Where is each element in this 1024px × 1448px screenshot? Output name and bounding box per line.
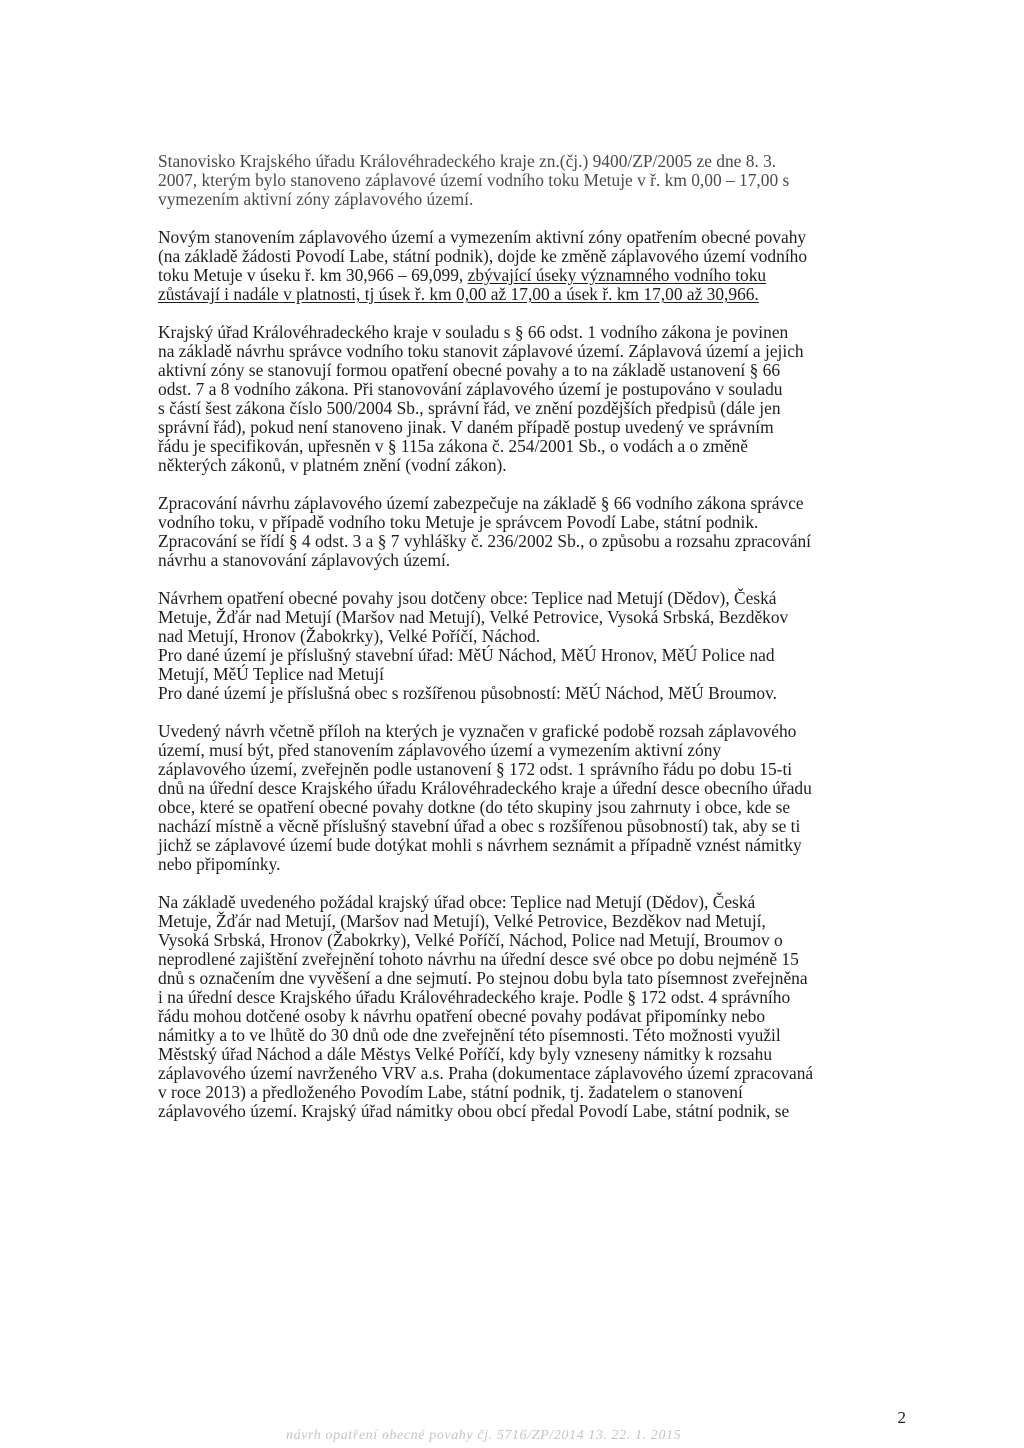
text-line: jichž se záplavové území bude dotýkat mohli s návrhem seznámit a případně vznést námitky — [158, 835, 802, 855]
text-line: na základě návrhu správce vodního toku stanovit záplavové území. Záplavová území a jejich — [158, 341, 804, 361]
text-line: s částí šest zákona číslo 500/2004 Sb., správní řád, ve znění pozdějších předpisů (dále jen — [158, 398, 781, 418]
text-segment: toku Metuje v úseku ř. km 30,966 – 69,099, — [158, 265, 468, 285]
text-line: dnů s označením dne vyvěšení a dne sejmutí. Po stejnou dobu byla tato písemnost zveřejněna — [158, 968, 808, 988]
paragraph-stanovisko — [158, 152, 908, 209]
text-line: obce, které se opatření obecné povahy dotkne (do této skupiny jsou zahrnuty i obce, kde se — [158, 797, 791, 817]
text-line: Krajský úřad Královéhradeckého kraje v souladu s § 66 odst. 1 vodního zákona je povinen — [158, 322, 789, 342]
text-line: aktivní zóny se stanovují formou opatření obecné povahy a to na základě ustanovení § 66 — [158, 360, 781, 380]
text-line: některých zákonů, v platném znění (vodní zákon). — [158, 455, 507, 475]
text-line: námitky a to ve lhůtě do 30 dnů ode dne zveřejnění této písemnosti. Této možnosti využil — [158, 1025, 781, 1045]
paragraph-dotcene-obce — [158, 589, 908, 703]
text-line: Pro dané území je příslušná obec s rozšířenou působností: MěÚ Náchod, MěÚ Broumov. — [158, 683, 778, 703]
text-line: 2007, kterým bylo stanoveno záplavové území vodního toku Metuje v ř. km 0,00 – 17,00 s — [158, 170, 790, 190]
text-line: záplavového území navrženého VRV a.s. Praha (dokumentace záplavového území zpracovaná — [158, 1063, 814, 1083]
text-line: Zpracování návrhu záplavového území zabezpečuje na základě § 66 vodního zákona správce — [158, 493, 804, 513]
paragraph-nove-stanoveni — [158, 228, 908, 304]
text-line: záplavového území, zveřejněn podle ustanovení § 172 odst. 1 správního řádu po dobu 15-ti — [158, 759, 793, 779]
paragraph-zverejneni — [158, 722, 908, 874]
text-line: v roce 2013) a předloženého Povodím Labe, státní podnik, tj. žadatelem o stanovení — [158, 1082, 743, 1102]
text-line: Vysoká Srbská, Hronov (Žabokrky), Velké Poříčí, Náchod, Police nad Metují, Broumov o — [158, 930, 783, 950]
text-line: Stanovisko Krajského úřadu Královéhradeckého kraje zn.(čj.) 9400/ZP/2005 ze dne 8. 3. — [158, 151, 777, 171]
text-line: řádu je specifikován, upřesněn v § 115a zákona č. 254/2001 Sb., o vodách a o změně — [158, 436, 748, 456]
text-line: Na základě uvedeného požádal krajský úřad obce: Teplice nad Metují (Dědov), Česká — [158, 892, 756, 912]
text-line: správní řád), pokud není stanoveno jinak. V daném případě postup uvedený ve správním — [158, 417, 774, 437]
paragraph-zpracovani-navrhu — [158, 494, 908, 570]
text-line: Pro dané území je příslušný stavební úřad: MěÚ Náchod, MěÚ Hronov, MěÚ Police nad — [158, 645, 775, 665]
underlined-text: zbývající úseky významného vodního toku — [467, 265, 767, 285]
paragraph-povinnost-uradu — [158, 323, 908, 475]
document-page — [158, 152, 908, 1121]
page-number: 2 — [897, 1408, 906, 1427]
text-line: Městský úřad Náchod a dále Městys Velké Poříčí, kdy byly vzneseny námitky k rozsahu — [158, 1044, 773, 1064]
text-line: Novým stanovením záplavového území a vymezením aktivní zóny opatřením obecné povahy — [158, 227, 807, 247]
text-line: návrhu a stanovování záplavových území. — [158, 550, 451, 570]
text-line: Metuje, Žďár nad Metují (Maršov nad Metují), Velké Petrovice, Vysoká Srbská, Bezděkov — [158, 607, 789, 627]
text-line: nad Metují, Hronov (Žabokrky), Velké Poříčí, Náchod. — [158, 626, 541, 646]
text-line: dnů na úřední desce Krajského úřadu Královéhradeckého kraje a úřední desce obecního úřadu — [158, 778, 812, 798]
text-line: nebo připomínky. — [158, 854, 281, 874]
text-line: vodního toku, v případě vodního toku Metuje je správcem Povodí Labe, státní podnik. — [158, 512, 759, 532]
paragraph-pozadavek-kraje — [158, 893, 908, 1121]
text-line: Metují, MěÚ Teplice nad Metují — [158, 664, 384, 684]
text-line: řádu mohou dotčené osoby k návrhu opatření obecné povahy podávat připomínky nebo — [158, 1006, 766, 1026]
underlined-text-line: zůstávají i nadále v platnosti, tj úsek ř. km 0,00 až 17,00 a úsek ř. km 17,00 až 30,966. — [158, 284, 759, 304]
text-line: Metuje, Žďár nad Metují, (Maršov nad Metují), Velké Petrovice, Bezděkov nad Metují, — [158, 911, 766, 931]
text-line: i na úřední desce Krajského úřadu Královéhradeckého kraje. Podle § 172 odst. 4 správního — [158, 987, 791, 1007]
footer-reference: návrh opatření obecné povahy čj. 5716/ZP/2014 13. 22. 1. 2015 — [286, 1428, 682, 1443]
text-line-with-underline — [158, 266, 908, 285]
text-line: Návrhem opatření obecné povahy jsou dotčeny obce: Teplice nad Metují (Dědov), Česká — [158, 588, 777, 608]
text-line: odst. 7 a 8 vodního zákona. Při stanovování záplavového území je postupováno v souladu — [158, 379, 783, 399]
text-line: území, musí být, před stanovením záplavového území a vymezením aktivní zóny — [158, 740, 722, 760]
text-line: vymezením aktivní zóny záplavového území. — [158, 189, 474, 209]
text-line: neprodlené zajištění zveřejnění tohoto návrhu na úřední desce své obce po dobu nejméně 15 — [158, 949, 799, 969]
text-line: Uvedený návrh včetně příloh na kterých je vyznačen v grafické podobě rozsah záplavového — [158, 721, 797, 741]
text-line: záplavového území. Krajský úřad námitky obou obcí předal Povodí Labe, státní podnik, se — [158, 1101, 790, 1121]
text-line: (na základě žádosti Povodí Labe, státní podnik), dojde ke změně záplavového území vodního — [158, 246, 808, 266]
text-line: Zpracování se řídí § 4 odst. 3 a § 7 vyhlášky č. 236/2002 Sb., o způsobu a rozsahu zpracování — [158, 531, 811, 551]
text-line: nachází místně a věcně příslušný stavební úřad a obec s rozšířenou působností) tak, aby se ti — [158, 816, 801, 836]
